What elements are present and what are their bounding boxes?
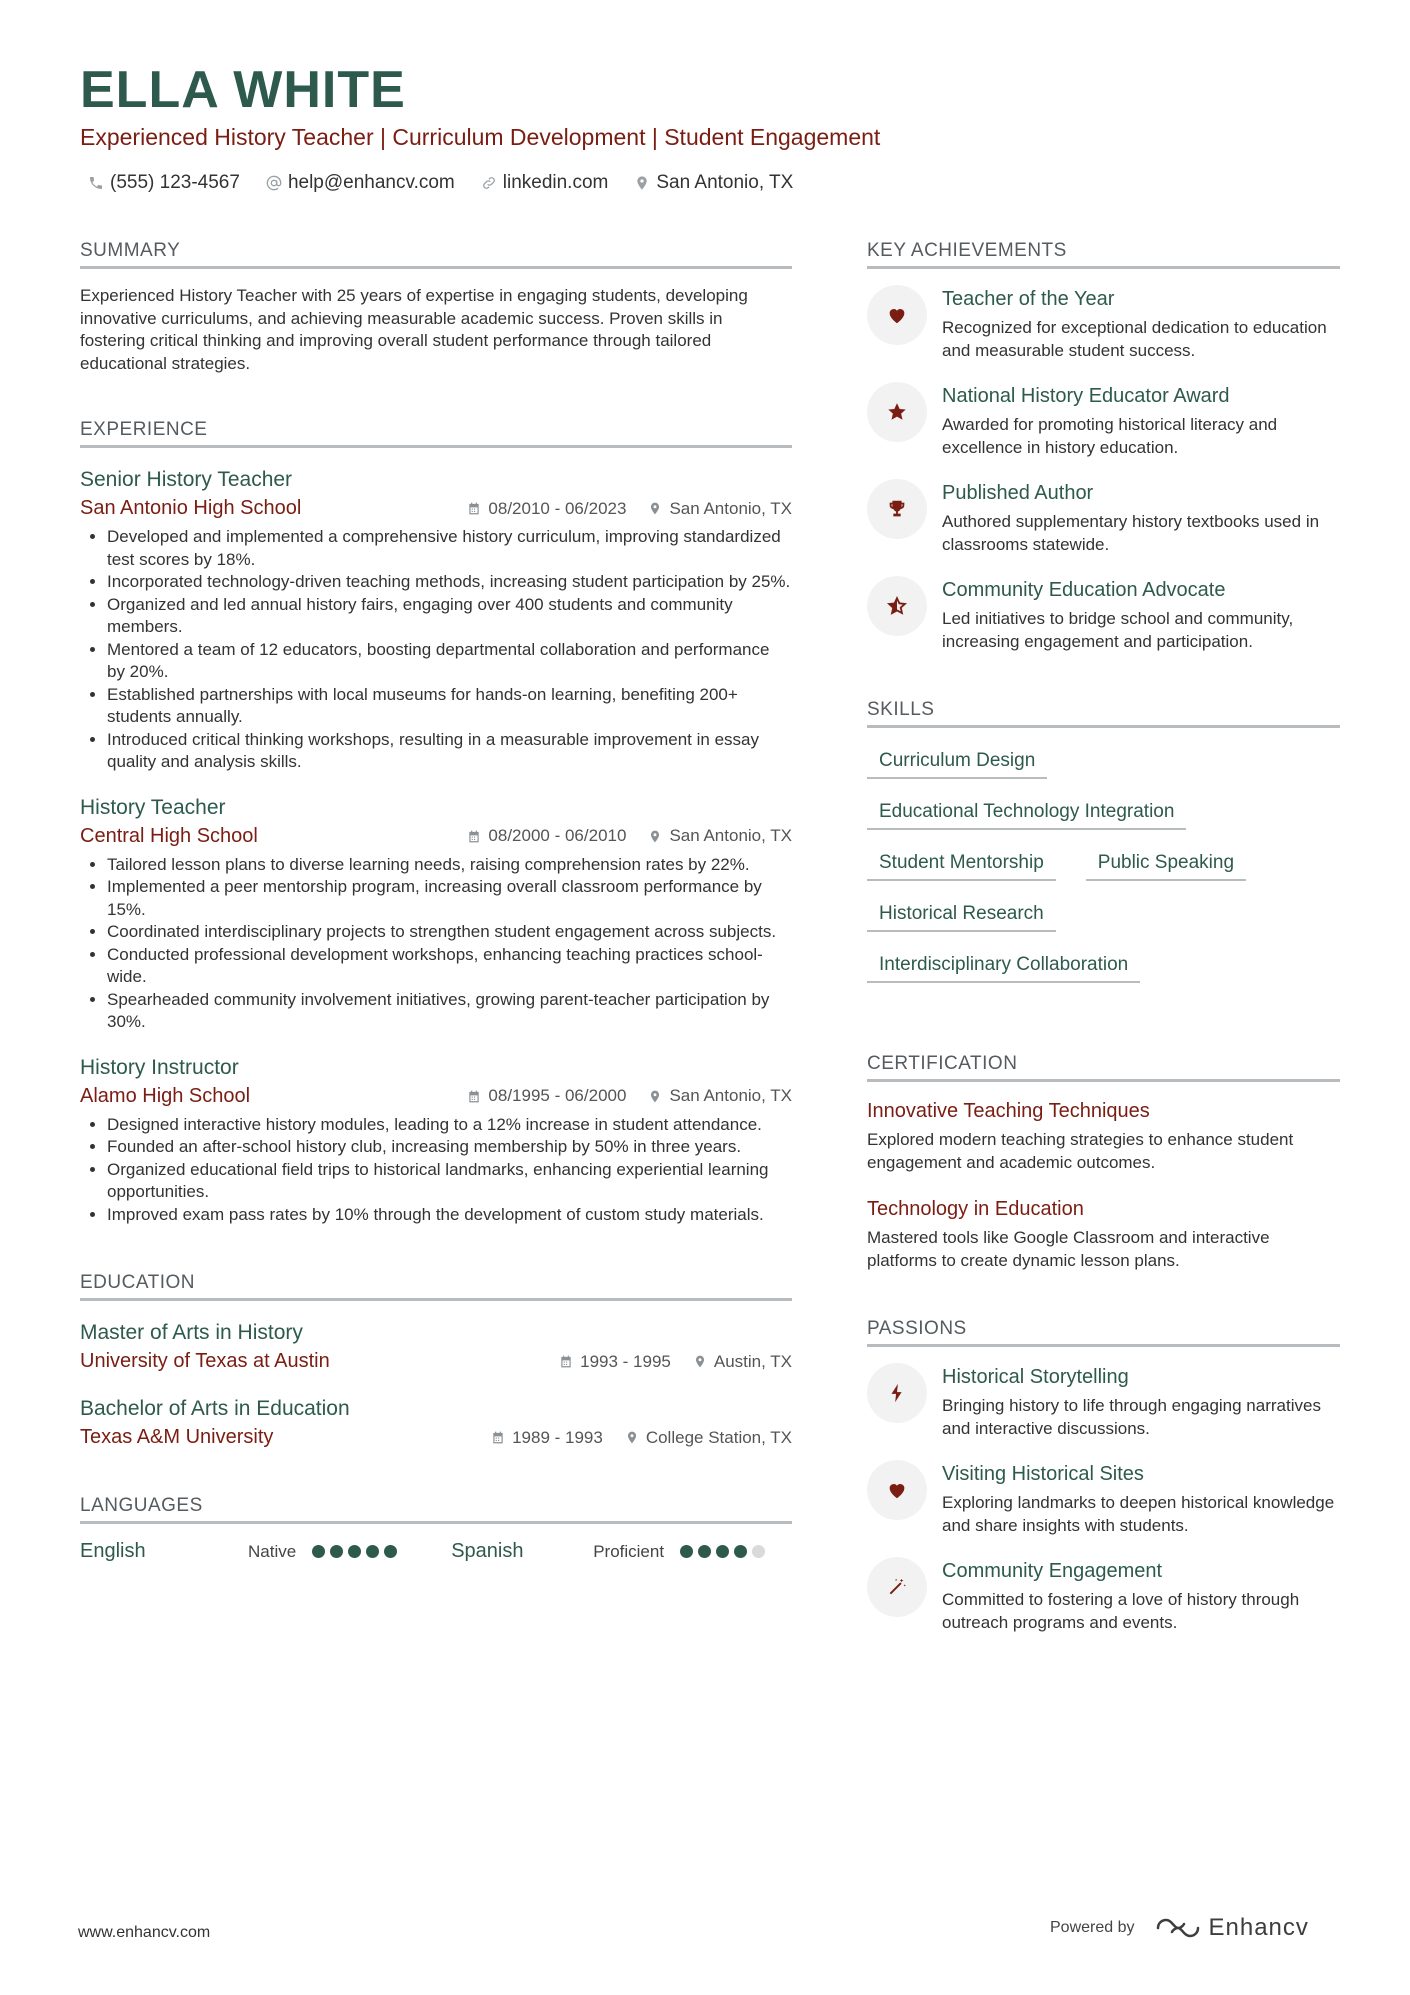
bullet: • Implemented a peer mentorship program, increasing overall classroom performance by 15%. (107, 876, 792, 921)
language-name: English (80, 1540, 146, 1562)
education-entry (80, 1397, 792, 1449)
passion-item (867, 1363, 1340, 1440)
heart-icon (886, 1479, 908, 1501)
magic-wand-icon (886, 1576, 908, 1598)
contact-location (634, 172, 793, 194)
language-level: Proficient (593, 1541, 665, 1561)
passion-desc: Bringing history to life through engaging narratives and interactive discussions. (942, 1396, 1321, 1438)
bullet: • Founded an after-school history club, increasing membership by 50% in three years. (107, 1136, 792, 1159)
achievement-title: Community Education Advocate (942, 579, 1226, 601)
enhancv-logo[interactable] (1155, 1914, 1309, 1942)
bullet: • Designed interactive history modules, leading to a 12% increase in student attendance. (107, 1114, 792, 1137)
certification-desc: Mastered tools like Google Classroom and interactive platforms to create dynamic lesson plans. (867, 1228, 1270, 1270)
education-location: College Station, TX (645, 1427, 792, 1447)
rating-dot-filled (312, 1545, 325, 1558)
heart-icon (886, 304, 908, 326)
job-dates: 08/1995 - 06/2000 (488, 1086, 627, 1105)
rating-dot-filled (680, 1545, 693, 1558)
rating-dot-filled (384, 1545, 397, 1558)
left-column (80, 240, 792, 1563)
right-column (867, 240, 1340, 1634)
achievement-desc: Led initiatives to bridge school and community, increasing engagement and participation. (942, 609, 1294, 651)
job-company: San Antonio High School (80, 497, 302, 519)
job-entry (80, 1056, 792, 1227)
bullet: • Conducted professional development workshops, enhancing teaching practices school-wide. (107, 944, 792, 989)
powered-by-label: Powered by (1050, 1919, 1135, 1936)
job-dates: 08/2010 - 06/2023 (488, 498, 627, 518)
contact-phone-text: (555) 123-4567 (110, 172, 240, 193)
language-name: Spanish (451, 1540, 524, 1562)
certification-item (867, 1198, 1340, 1272)
education-dates: 1989 - 1993 (512, 1427, 603, 1447)
summary-text: Experienced History Teacher with 25 years of expertise in engaging students, developing innovative curriculums, and achieving measurable academic success. Proven skills in fostering critical thinking and improving overall student performance through tailored educational strategies. (80, 286, 748, 373)
rating-dot-filled (734, 1545, 747, 1558)
school: Texas A&M University (80, 1426, 274, 1448)
rating-dot-empty (752, 1545, 765, 1558)
bolt-icon (886, 1382, 908, 1404)
bullet: • Established partnerships with local museums for hands-on learning, benefiting 200+ students annually. (107, 684, 792, 729)
bullet: • Mentored a team of 12 educators, boosting departmental collaboration and performance by 20%. (107, 639, 792, 684)
skill-tag: Historical Research (867, 897, 1056, 932)
calendar-icon (467, 501, 481, 516)
languages-heading: LANGUAGES (80, 1495, 792, 1524)
education-dates: 1993 - 1995 (580, 1351, 671, 1371)
language-rating (312, 1545, 397, 1558)
at-icon (266, 175, 282, 191)
rating-dot-filled (716, 1545, 729, 1558)
education-heading: EDUCATION (80, 1272, 792, 1301)
phone-icon (88, 175, 104, 191)
job-title: Senior History Teacher (80, 468, 293, 491)
experience-heading: EXPERIENCE (80, 419, 792, 448)
certification-title: Technology in Education (867, 1198, 1084, 1220)
summary-heading: SUMMARY (80, 240, 792, 269)
calendar-icon (467, 829, 481, 844)
contact-email-text: help@enhancv.com (287, 172, 455, 193)
skill-tag: Public Speaking (1086, 846, 1246, 881)
contact-phone[interactable] (88, 172, 240, 194)
location-icon (625, 1430, 639, 1445)
candidate-tagline: Experienced History Teacher | Curriculum Development | Student Engagement (80, 124, 881, 150)
languages-section (80, 1495, 792, 1563)
candidate-name: ELLA WHITE (80, 61, 406, 119)
achievement-desc: Awarded for promoting historical literacy and excellence in history education. (942, 415, 1278, 457)
job-bullets (80, 1114, 792, 1227)
trophy-icon (886, 498, 908, 520)
contact-linkedin[interactable] (481, 172, 609, 194)
rating-dot-filled (698, 1545, 711, 1558)
job-title: History Instructor (80, 1055, 239, 1079)
bullet: • Organized educational field trips to historical landmarks, enhancing experiential learning opportunities. (107, 1159, 792, 1204)
footer-website[interactable]: www.enhancv.com (78, 1924, 211, 1941)
bullet: • Coordinated interdisciplinary projects to strengthen student engagement across subjects. (107, 921, 792, 944)
passion-desc: Committed to fostering a love of history through outreach programs and events. (942, 1590, 1300, 1632)
education-entry (80, 1321, 792, 1373)
skill-tag: Curriculum Design (867, 744, 1047, 779)
star-outline-icon (886, 595, 908, 617)
skills-section (867, 699, 1340, 983)
education-section (80, 1272, 792, 1449)
language-level: Native (248, 1541, 297, 1561)
rating-dot-filled (330, 1545, 343, 1558)
skills-heading: SKILLS (867, 699, 1340, 728)
certification-item (867, 1100, 1340, 1174)
bullet: • Organized and led annual history fairs, engaging over 400 students and community members. (107, 594, 792, 639)
enhancv-logo-text: Enhancv (1208, 1914, 1309, 1941)
footer-branding (1050, 1914, 1309, 1942)
bullet: • Incorporated technology-driven teaching methods, increasing student participation by 25%. (107, 571, 792, 594)
achievement-title: Published Author (942, 482, 1094, 504)
passion-item (867, 1557, 1340, 1634)
job-company: Central High School (80, 824, 258, 847)
enhancv-logo-icon (1155, 1916, 1201, 1940)
star-icon (886, 401, 908, 423)
summary-section (80, 240, 792, 375)
achievement-title: Teacher of the Year (942, 288, 1115, 310)
bullet: • Introduced critical thinking workshops, resulting in a measurable improvement in essay quality and analysis skills. (107, 729, 792, 774)
calendar-icon (491, 1430, 505, 1445)
passion-desc: Exploring landmarks to deepen historical knowledge and share insights with students. (942, 1493, 1335, 1535)
achievement-item (867, 576, 1340, 653)
achievement-item (867, 285, 1340, 362)
rating-dot-filled (366, 1545, 379, 1558)
job-location: San Antonio, TX (669, 498, 792, 518)
skill-tag: Student Mentorship (867, 846, 1056, 881)
contact-bar (88, 172, 793, 194)
location-icon (648, 829, 662, 844)
job-title: History Teacher (80, 795, 226, 819)
achievement-item (867, 382, 1340, 459)
skill-tag: Educational Technology Integration (867, 795, 1186, 830)
job-location: San Antonio, TX (669, 826, 792, 845)
bullet: • Developed and implemented a comprehensive history curriculum, improving standardized test scores by 18%. (107, 526, 792, 571)
contact-linkedin-text: linkedin.com (502, 172, 609, 193)
education-location: Austin, TX (713, 1351, 792, 1371)
passion-item (867, 1460, 1340, 1537)
certification-heading: CERTIFICATION (867, 1053, 1340, 1082)
passion-title: Community Engagement (942, 1560, 1163, 1582)
job-company: Alamo High School (80, 1084, 251, 1107)
certification-title: Innovative Teaching Techniques (867, 1100, 1150, 1122)
bullet: • Tailored lesson plans to diverse learning needs, raising comprehension rates by 22%. (107, 854, 792, 877)
job-dates: 08/2000 - 06/2010 (488, 826, 627, 845)
job-bullets (80, 854, 792, 1034)
degree: Bachelor of Arts in Education (80, 1397, 350, 1420)
certification-section (867, 1053, 1340, 1272)
achievement-title: National History Educator Award (942, 385, 1230, 407)
passions-section (867, 1318, 1340, 1634)
passion-title: Historical Storytelling (942, 1366, 1129, 1388)
location-icon (634, 175, 650, 191)
passion-title: Visiting Historical Sites (942, 1463, 1144, 1485)
bullet: • Improved exam pass rates by 10% through the development of custom study materials. (107, 1204, 792, 1227)
link-icon (481, 175, 497, 191)
location-icon (648, 501, 662, 516)
contact-email[interactable] (266, 172, 455, 194)
languages-row (80, 1540, 792, 1563)
achievement-item (867, 479, 1340, 556)
school: University of Texas at Austin (80, 1350, 330, 1372)
location-icon (648, 1089, 662, 1104)
job-bullets (80, 526, 792, 774)
rating-dot-filled (348, 1545, 361, 1558)
achievements-section (867, 240, 1340, 653)
language-rating (680, 1545, 765, 1558)
contact-location-text: San Antonio, TX (656, 172, 794, 193)
skill-tag: Interdisciplinary Collaboration (867, 948, 1140, 983)
experience-section (80, 419, 792, 1226)
certification-desc: Explored modern teaching strategies to enhance student engagement and academic outcomes. (867, 1130, 1294, 1172)
bullet: • Spearheaded community involvement initiatives, growing parent-teacher participation by 30%. (107, 989, 792, 1034)
achievement-desc: Authored supplementary history textbooks used in classrooms statewide. (942, 512, 1320, 554)
skills-list (867, 744, 1307, 983)
passions-heading: PASSIONS (867, 1318, 1340, 1347)
job-entry (80, 796, 792, 1034)
job-location: San Antonio, TX (669, 1086, 792, 1105)
location-icon (693, 1354, 707, 1369)
achievements-heading: KEY ACHIEVEMENTS (867, 240, 1340, 269)
calendar-icon (559, 1354, 573, 1369)
degree: Master of Arts in History (80, 1321, 303, 1344)
achievement-desc: Recognized for exceptional dedication to education and measurable student success. (942, 318, 1327, 360)
calendar-icon (467, 1089, 481, 1104)
job-entry (80, 468, 792, 774)
